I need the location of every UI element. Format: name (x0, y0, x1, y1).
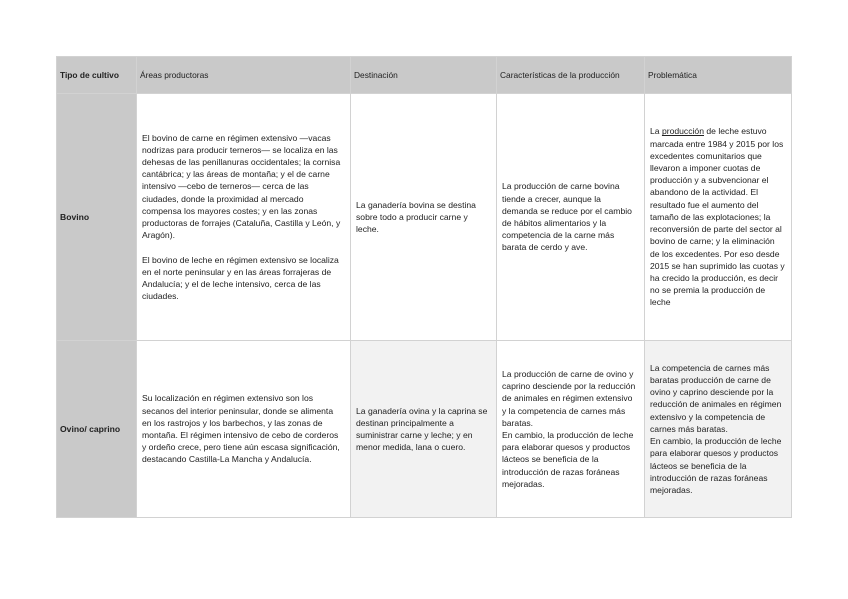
header-areas: Áreas productoras (137, 57, 351, 94)
table-row (57, 341, 792, 518)
header-destinacion: Destinación (351, 57, 497, 94)
table-row (57, 94, 792, 341)
cell-areas-ovino: Su localización en régimen extensivo son los secanos del interior peninsular, donde se alimenta en los rastrojos y los barbechos, y las zonas de montaña. El régimen intensivo de cebo de corderos y ordeño crece, pero tiene aún escasa significación, destacando Castilla-La Mancha y Andalucía. (137, 341, 351, 518)
header-caracteristicas: Características de la producción (497, 57, 645, 94)
problematica-bovino-pre: La (650, 126, 662, 137)
cell-destinacion-ovino: La ganadería ovina y la caprina se destinan principalmente a suministrar carne y leche; y en menor medida, lana o cuero. (351, 341, 497, 518)
row-label-ovino: Ovino/ caprino (57, 341, 137, 518)
cell-areas-bovino (137, 94, 351, 341)
problematica-ovino-p1: La competencia de carnes más baratas producción de carne de ovino y caprino desciende por la reducción de animales en régimen extensivo y la competencia de carnes más baratas. (650, 362, 782, 434)
caracteristicas-ovino-p1: La producción de carne de ovino y caprino desciende por la reducción de animales en régimen extensivo y la competencia de carnes más baratas. (502, 368, 636, 428)
cell-destinacion-bovino: La ganadería bovina se destina sobre todo a producir carne y leche. (351, 94, 497, 341)
caracteristicas-bovino-line1: La producción de carne bovina (502, 181, 620, 192)
cell-problematica-ovino (645, 341, 792, 518)
header-tipo: Tipo de cultivo (57, 57, 137, 94)
table-header-row (57, 57, 792, 94)
row-label-bovino: Bovino (57, 94, 137, 341)
areas-bovino-leche: El bovino de leche en régimen extensivo se localiza en el norte peninsular y en las áreas forrajeras de Andalucía; y el de leche intensivo, cerca de las ciudades. (142, 254, 339, 302)
cell-problematica-bovino (645, 94, 792, 341)
caracteristicas-ovino-p2: En cambio, la producción de leche para elaborar quesos y productos lácteos se beneficia de la introducción de razas foráneas mejoradas. (502, 430, 634, 489)
caracteristicas-bovino-line2: tiende a crecer, aunque la demanda se reduce por el cambio de hábitos alimentarios y la competencia de la carne más barata de cerdo y ave. (502, 193, 632, 253)
header-problematica: Problemática (645, 57, 792, 94)
areas-bovino-carne: El bovino de carne en régimen extensivo —vacas nodrizas para producir terneros— se localiza en las dehesas de las penillanuras occidentales; la cornisa cantábrica; y las áreas de montaña; y el de carne intensivo —cebo de terneros— cerca de las ciudades, donde la proximidad al mercado compensa los mayores costes; y en las zonas productoras de forrajes (Cataluña, Castilla y León, y Aragón). (142, 132, 341, 241)
cell-caracteristicas-ovino (497, 341, 645, 518)
problematica-bovino-post: de leche estuvo marcada entre 1984 y 2015 por los excedentes comunitarios que llevaron a imponer cuotas de producción y a subvencionar el abandono de la actividad. El resultado fue el aumento del tamaño de las explotaciones; la reconversión de parte del sector al bovino de carne; y la eliminación de los excedentes. Por eso desde 2015 se han suprimido las cuotas y ha crecido la producción, es decir no se premia la producción de leche (650, 126, 785, 308)
problematica-ovino-p2: En cambio, la producción de leche para elaborar quesos y productos lácteos se beneficia de la introducción de razas foráneas mejoradas. (650, 436, 782, 495)
livestock-table (56, 56, 792, 518)
produccion-link[interactable]: producción (661, 126, 704, 137)
cell-caracteristicas-bovino (497, 94, 645, 341)
